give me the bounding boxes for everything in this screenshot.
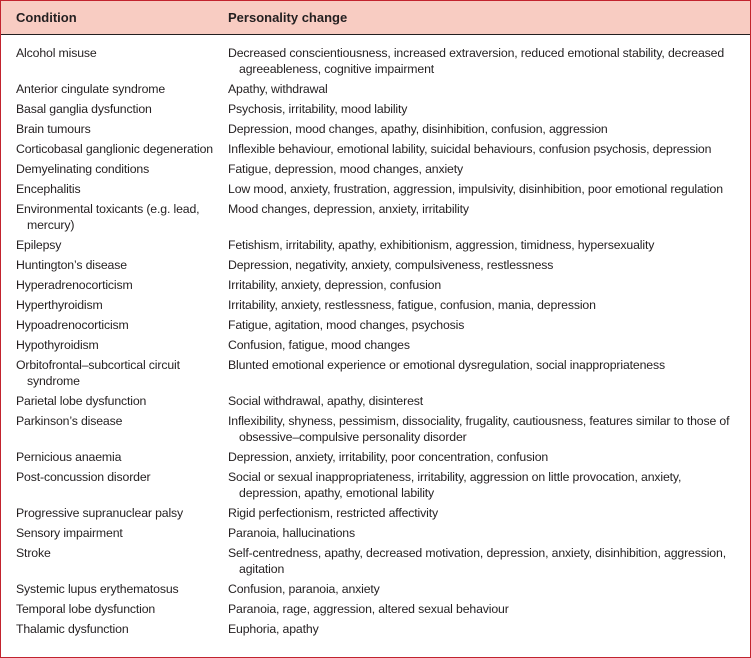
personality-change-cell [213,579,750,599]
condition-text: Demyelinating conditions [16,162,150,176]
personality-change-text: Apathy, withdrawal [228,82,328,96]
condition-cell [1,447,213,467]
condition-text: Alcohol misuse [16,46,97,60]
condition-text: Progressive supranuclear palsy [16,506,184,520]
table-row [1,335,750,355]
table-row [1,235,750,255]
condition-cell [1,391,213,411]
personality-change-text: Low mood, anxiety, frustration, aggression, impulsivity, disinhibition, poor emotional regulation [228,182,723,196]
personality-change-cell [213,619,750,639]
personality-change-cell [213,355,750,375]
condition-cell [1,255,213,275]
personality-change-cell [213,543,750,579]
table-row [1,199,750,235]
personality-change-cell [213,467,750,503]
condition-text: Encephalitis [16,182,81,196]
table-row [1,315,750,335]
header-condition: Condition [16,10,77,25]
personality-change-cell [213,523,750,543]
condition-text: Epilepsy [16,238,62,252]
table-row [1,579,750,599]
condition-cell [1,315,213,335]
condition-cell [1,523,213,543]
table-header [1,1,750,35]
personality-change-cell [213,119,750,139]
condition-cell [1,119,213,139]
personality-change-text: Psychosis, irritability, mood lability [228,102,408,116]
table-row [1,255,750,275]
condition-text: Orbitofrontal–subcortical circuit syndrome [16,358,180,388]
table-row [1,43,750,79]
table-row [1,503,750,523]
condition-cell [1,235,213,255]
condition-text: Sensory impairment [16,526,123,540]
personality-change-text: Self-centredness, apathy, decreased motivation, depression, anxiety, disinhibition, aggression, agitation [228,546,726,576]
personality-change-cell [213,79,750,99]
condition-text: Parkinson’s disease [16,414,123,428]
condition-cell [1,139,213,159]
table-row [1,275,750,295]
personality-change-cell [213,295,750,315]
condition-text: Hyperthyroidism [16,298,103,312]
header-personality-change: Personality change [228,10,348,25]
condition-text: Brain tumours [16,122,91,136]
personality-change-text: Social or sexual inappropriateness, irritability, aggression on little provocation, anxiety, depression, apathy, emotional lability [228,470,682,500]
table-body [1,35,750,639]
personality-change-cell [213,139,750,159]
table-row [1,99,750,119]
table-row [1,447,750,467]
table-row [1,179,750,199]
personality-change-cell [213,179,750,199]
personality-change-text: Fatigue, agitation, mood changes, psychosis [228,318,465,332]
condition-cell [1,619,213,639]
personality-change-text: Depression, anxiety, irritability, poor concentration, confusion [228,450,549,464]
personality-change-cell [213,43,750,79]
table-row [1,159,750,179]
personality-change-text: Rigid perfectionism, restricted affectivity [228,506,438,520]
condition-cell [1,335,213,355]
condition-text: Hyperadrenocorticism [16,278,133,292]
personality-change-text: Fetishism, irritability, apathy, exhibitionism, aggression, timidness, hypersexuality [228,238,655,252]
condition-cell [1,295,213,315]
condition-text: Post-concussion disorder [16,470,151,484]
condition-cell [1,503,213,523]
personality-change-text: Social withdrawal, apathy, disinterest [228,394,424,408]
condition-cell [1,411,213,431]
personality-change-text: Euphoria, apathy [228,622,319,636]
personality-change-text: Paranoia, rage, aggression, altered sexual behaviour [228,602,509,616]
table-row [1,467,750,503]
personality-change-cell [213,411,750,447]
personality-change-text: Confusion, fatigue, mood changes [228,338,410,352]
condition-cell [1,275,213,295]
condition-cell [1,179,213,199]
table-row [1,543,750,579]
condition-text: Stroke [16,546,51,560]
table-row [1,79,750,99]
condition-cell [1,99,213,119]
condition-text: Systemic lupus erythematosus [16,582,179,596]
condition-text: Hypoadrenocorticism [16,318,129,332]
condition-text: Environmental toxicants (e.g. lead, mercury) [16,202,200,232]
personality-change-cell [213,503,750,523]
table-row [1,599,750,619]
personality-change-cell [213,391,750,411]
condition-text: Hypothyroidism [16,338,99,352]
condition-text: Parietal lobe dysfunction [16,394,147,408]
condition-cell [1,599,213,619]
personality-change-text: Irritability, anxiety, depression, confusion [228,278,442,292]
condition-cell [1,43,213,63]
condition-cell [1,543,213,563]
condition-text: Pernicious anaemia [16,450,122,464]
personality-change-text: Depression, negativity, anxiety, compulsiveness, restlessness [228,258,554,272]
condition-cell [1,355,213,391]
personality-change-cell [213,99,750,119]
personality-change-text: Paranoia, hallucinations [228,526,355,540]
condition-text: Temporal lobe dysfunction [16,602,156,616]
personality-change-cell [213,159,750,179]
condition-text: Corticobasal ganglionic degeneration [16,142,213,156]
personality-change-cell [213,447,750,467]
personality-change-cell [213,235,750,255]
table-row [1,619,750,639]
condition-cell [1,79,213,99]
personality-change-text: Mood changes, depression, anxiety, irritability [228,202,469,216]
condition-text: Basal ganglia dysfunction [16,102,152,116]
personality-change-text: Depression, mood changes, apathy, disinhibition, confusion, aggression [228,122,608,136]
table-row [1,295,750,315]
personality-change-text: Blunted emotional experience or emotional dysregulation, social inappropriateness [228,358,665,372]
condition-cell [1,199,213,235]
table-row [1,139,750,159]
condition-text: Anterior cingulate syndrome [16,82,166,96]
condition-text: Thalamic dysfunction [16,622,129,636]
personality-change-text: Inflexibility, shyness, pessimism, dissociality, frugality, cautiousness, features similar to those of obsessive–compulsive personality disorder [228,414,730,444]
personality-change-text: Fatigue, depression, mood changes, anxiety [228,162,464,176]
personality-change-text: Inflexible behaviour, emotional lability, suicidal behaviours, confusion psychosis, depression [228,142,712,156]
condition-cell [1,579,213,599]
table-row [1,355,750,391]
table-row [1,523,750,543]
personality-change-cell [213,275,750,295]
personality-change-cell [213,335,750,355]
personality-change-text: Decreased conscientiousness, increased extraversion, reduced emotional stability, decreased agreeableness, cognitive impairment [228,46,725,76]
personality-change-text: Irritability, anxiety, restlessness, fatigue, confusion, mania, depression [228,298,596,312]
condition-cell [1,467,213,487]
personality-change-cell [213,315,750,335]
table-row [1,411,750,447]
personality-change-cell [213,199,750,219]
table-row [1,391,750,411]
personality-change-cell [213,255,750,275]
personality-change-text: Confusion, paranoia, anxiety [228,582,380,596]
condition-text: Huntington’s disease [16,258,127,272]
table-row [1,119,750,139]
personality-change-cell [213,599,750,619]
condition-cell [1,159,213,179]
